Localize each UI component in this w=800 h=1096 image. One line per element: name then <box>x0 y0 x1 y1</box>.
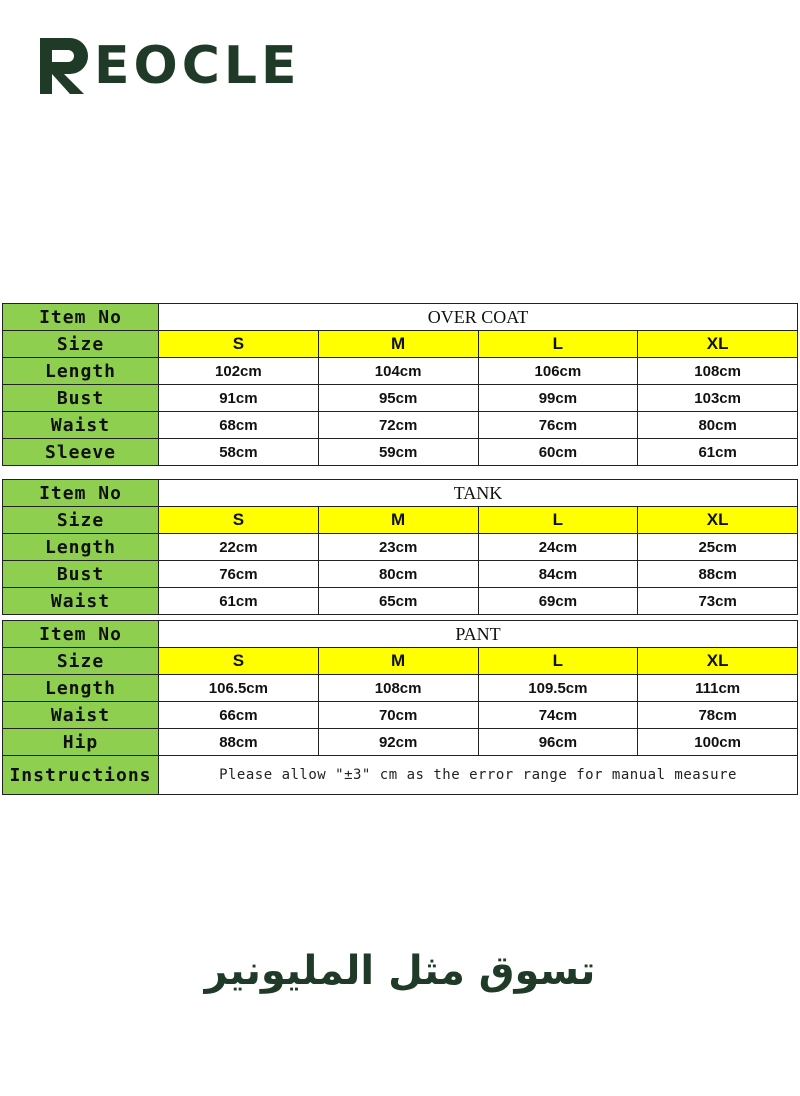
measure-cell: 76cm <box>478 412 638 439</box>
size-row <box>3 507 798 534</box>
brand-logo <box>36 36 301 96</box>
measure-cell: 22cm <box>159 534 319 561</box>
row-label: Waist <box>3 412 159 439</box>
measure-cell: 111cm <box>638 675 798 702</box>
instructions-label: Instructions <box>3 756 159 795</box>
table-title: OVER COAT <box>159 304 798 331</box>
item-no-label: Item No <box>3 621 159 648</box>
arabic-slogan: تسوق مثل المليونير <box>204 948 596 994</box>
brand-name-text: EOCLE <box>94 36 301 96</box>
size-label: Size <box>3 648 159 675</box>
measure-cell: 103cm <box>638 385 798 412</box>
measure-cell: 61cm <box>159 588 319 615</box>
measure-cell: 58cm <box>159 439 319 466</box>
size-row <box>3 331 798 358</box>
size-cell: M <box>318 331 478 358</box>
measure-cell: 108cm <box>318 675 478 702</box>
item-row <box>3 480 798 507</box>
item-row <box>3 621 798 648</box>
size-label: Size <box>3 507 159 534</box>
measure-cell: 76cm <box>159 561 319 588</box>
measure-cell: 104cm <box>318 358 478 385</box>
size-cell: S <box>159 648 319 675</box>
measure-cell: 109.5cm <box>478 675 638 702</box>
table-row <box>3 412 798 439</box>
measure-cell: 99cm <box>478 385 638 412</box>
table-title: PANT <box>159 621 798 648</box>
size-label: Size <box>3 331 159 358</box>
size-cell: L <box>478 507 638 534</box>
row-label: Waist <box>3 588 159 615</box>
row-label: Length <box>3 534 159 561</box>
size-cell: S <box>159 331 319 358</box>
measure-cell: 106cm <box>478 358 638 385</box>
instructions-row <box>3 756 798 795</box>
measure-cell: 74cm <box>478 702 638 729</box>
measure-cell: 80cm <box>318 561 478 588</box>
measure-cell: 72cm <box>318 412 478 439</box>
row-label: Waist <box>3 702 159 729</box>
measure-cell: 25cm <box>638 534 798 561</box>
measure-cell: 60cm <box>478 439 638 466</box>
table-row <box>3 534 798 561</box>
measure-cell: 88cm <box>159 729 319 756</box>
row-label: Sleeve <box>3 439 159 466</box>
measure-cell: 61cm <box>638 439 798 466</box>
measure-cell: 23cm <box>318 534 478 561</box>
measure-cell: 80cm <box>638 412 798 439</box>
size-cell: L <box>478 648 638 675</box>
instructions-text: Please allow "±3" cm as the error range for manual measure <box>159 756 798 795</box>
measure-cell: 78cm <box>638 702 798 729</box>
table-row <box>3 702 798 729</box>
size-cell: S <box>159 507 319 534</box>
measure-cell: 102cm <box>159 358 319 385</box>
size-cell: L <box>478 331 638 358</box>
size-cell: XL <box>638 648 798 675</box>
row-label: Length <box>3 358 159 385</box>
measure-cell: 84cm <box>478 561 638 588</box>
measure-cell: 88cm <box>638 561 798 588</box>
over-coat-size-table <box>2 303 798 466</box>
item-no-label: Item No <box>3 480 159 507</box>
size-cell: M <box>318 507 478 534</box>
measure-cell: 100cm <box>638 729 798 756</box>
table-row <box>3 675 798 702</box>
pant-size-table <box>2 620 798 795</box>
size-cell: XL <box>638 507 798 534</box>
measure-cell: 96cm <box>478 729 638 756</box>
measure-cell: 69cm <box>478 588 638 615</box>
measure-cell: 59cm <box>318 439 478 466</box>
measure-cell: 66cm <box>159 702 319 729</box>
row-label: Length <box>3 675 159 702</box>
table-row <box>3 729 798 756</box>
size-row <box>3 648 798 675</box>
item-no-label: Item No <box>3 304 159 331</box>
row-label: Bust <box>3 561 159 588</box>
size-cell: XL <box>638 331 798 358</box>
measure-cell: 106.5cm <box>159 675 319 702</box>
measure-cell: 24cm <box>478 534 638 561</box>
measure-cell: 92cm <box>318 729 478 756</box>
measure-cell: 65cm <box>318 588 478 615</box>
measure-cell: 108cm <box>638 358 798 385</box>
measure-cell: 91cm <box>159 385 319 412</box>
table-row <box>3 561 798 588</box>
item-row <box>3 304 798 331</box>
tank-size-table <box>2 479 798 615</box>
measure-cell: 70cm <box>318 702 478 729</box>
size-cell: M <box>318 648 478 675</box>
measure-cell: 68cm <box>159 412 319 439</box>
measure-cell: 73cm <box>638 588 798 615</box>
row-label: Bust <box>3 385 159 412</box>
measure-cell: 95cm <box>318 385 478 412</box>
table-title: TANK <box>159 480 798 507</box>
table-row <box>3 588 798 615</box>
table-row <box>3 385 798 412</box>
row-label: Hip <box>3 729 159 756</box>
brand-r-icon <box>36 36 92 96</box>
table-row <box>3 358 798 385</box>
table-row <box>3 439 798 466</box>
